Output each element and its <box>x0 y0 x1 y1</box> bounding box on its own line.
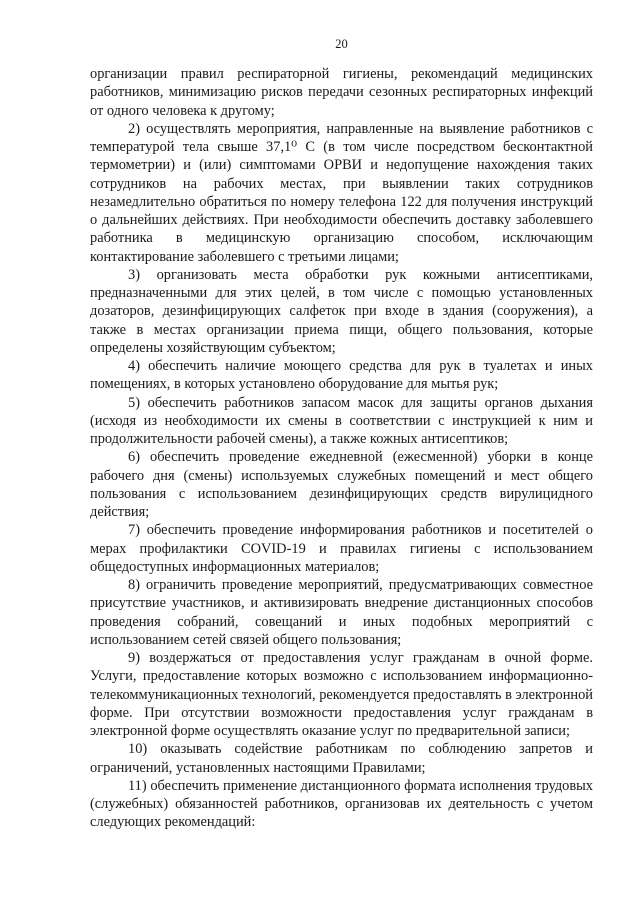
paragraph-continuation: организации правил респираторной гигиены, рекомендаций медицинских работников, минимизацию рисков передачи сезонных респираторных инфекций от одного человека к другому; <box>90 66 593 119</box>
paragraph-item-6: 6) обеспечить проведение ежедневной (ежесменной) уборки в конце рабочего дня (смены) используемых служебных помещений и мест общего пользования с использованием дезинфицирующих средств вирулицидного действия; <box>90 449 593 520</box>
paragraph-item-2: 2) осуществлять мероприятия, направленные на выявление работников с температурой тела свыше 37,1⁰ С (в том числе посредством бесконтактной термометрии) и (или) симптомами ОРВИ и недопущение нахождения таких сотрудников на рабочих местах, при выявлении таких сотрудников незамедлительно обратиться по номеру телефона 122 для получения инструкций о дальнейших действиях. При необходимости обеспечить доставку заболевшего работника в медицинскую организацию способом, исключающим контактирование заболевшего с третьими лицами; <box>90 120 593 265</box>
paragraph-item-11: 11) обеспечить применение дистанционного формата исполнения трудовых (служебных) обязанностей работников, организовав их деятельность с учетом следующих рекомендаций: <box>90 777 593 831</box>
paragraph-item-10: 10) оказывать содействие работникам по соблюдению запретов и ограничений, установленных настоящими Правилами; <box>90 741 593 776</box>
document-page <box>90 36 593 832</box>
document-body <box>90 65 593 832</box>
paragraph-item-5: 5) обеспечить работников запасом масок для защиты органов дыхания (исходя из необходимости их смены в соответствии с инструкцией к ним и продолжительности рабочей смены), а также кожных антисептиков; <box>90 394 593 447</box>
paragraph-item-7: 7) обеспечить проведение информирования работников и посетителей о мерах профилактики COVID-19 и правилах гигиены с использованием общедоступных информационных материалов; <box>90 522 593 575</box>
paragraph-item-9: 9) воздержаться от предоставления услуг гражданам в очной форме. Услуги, предоставление которых возможно с использованием информационно-телекоммуникационных технологий, рекомендуется предоставлять в электронной форме. При отсутствии возможности предоставления услуг гражданам в электронной форме осуществлять оказание услуг по предварительной записи; <box>90 650 593 739</box>
paragraph-item-3: 3) организовать места обработки рук кожными антисептиками, предназначенными для этих целей, в том числе с помощью установленных дозаторов, дезинфицирующих салфеток при входе в здания (сооружения), а также в местах организации приема пищи, общего пользования, которые определены хозяйствующим субъектом; <box>90 266 593 356</box>
page-number: 20 <box>335 37 348 51</box>
paragraph-item-4: 4) обеспечить наличие моющего средства для рук в туалетах и иных помещениях, в которых установлено оборудование для мытья рук; <box>90 358 593 393</box>
paragraph-item-8: 8) ограничить проведение мероприятий, предусматривающих совместное присутствие участников, и активизировать внедрение дистанционных способов проведения собраний, совещаний и иных подобных мероприятий с использованием сетей связей общего пользования; <box>90 577 593 648</box>
